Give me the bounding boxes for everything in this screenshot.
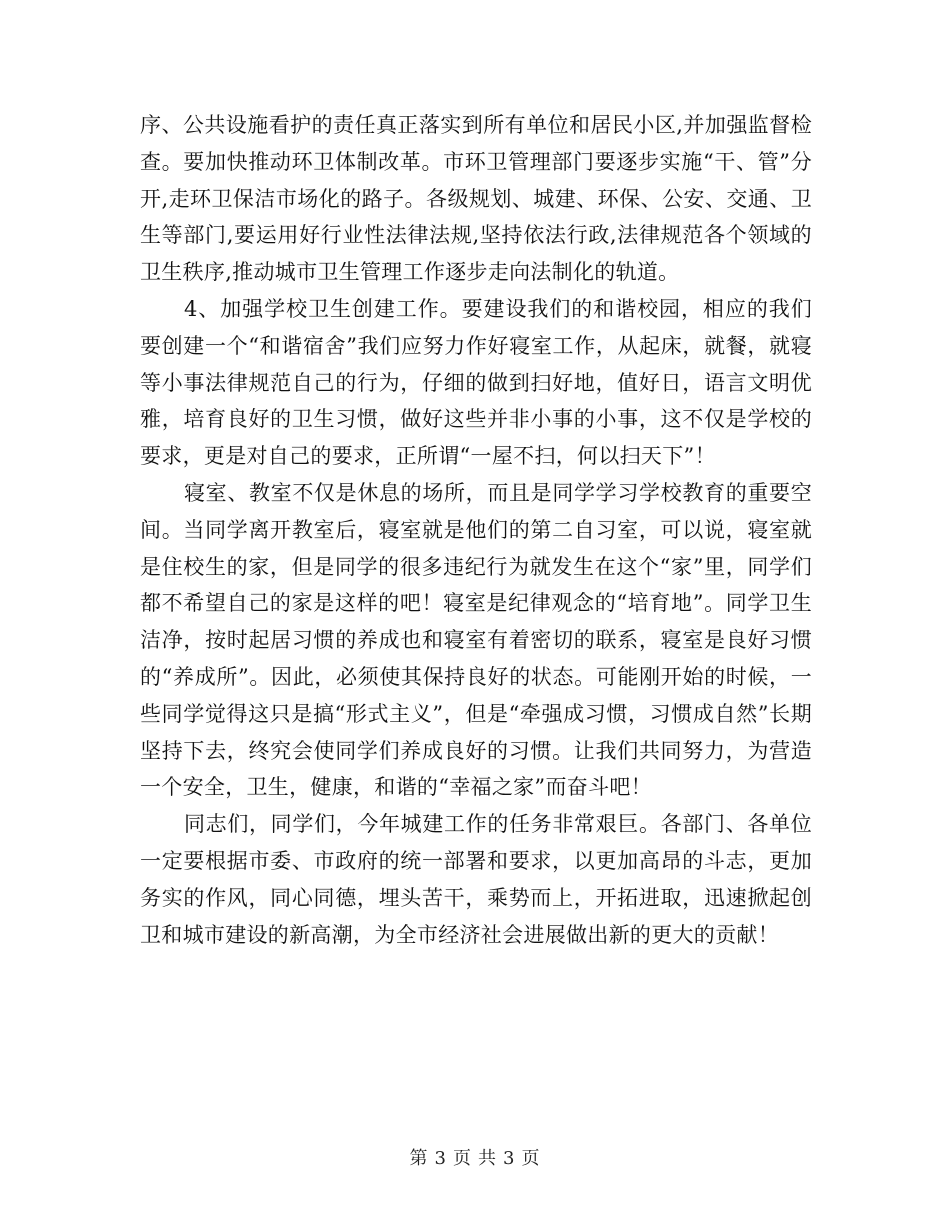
paragraph-1: 序、公共设施看护的责任真正落实到所有单位和居民小区,并加强监督检查。要加快推动环卫体制改革。市环卫管理部门要逐步实施“干、管”分开,走环卫保洁市场化的路子。各级规划、城建、环保、公安、交通、卫生等部门,要运用好行业性法律法规,坚持依法行政,法律规范各个领域的卫生秩序,推动城市卫生管理工作逐步走向法制化的轨道。 — [140, 113, 812, 285]
footer-label-total-unit: 页 — [521, 1148, 541, 1169]
page-footer — [0, 1147, 950, 1171]
paragraph-3: 寝室、教室不仅是休息的场所，而且是同学学习学校教育的重要空间。当同学离开教室后，寝室就是他们的第二自习室，可以说，寝室就是住校生的家，但是同学的很多违纪行为就发生在这个“家”里，同学们都不希望自己的家是这样的吧！寝室是纪律观念的“培育地”。同学卫生洁净，按时起居习惯的养成也和寝室有着密切的联系，寝室是良好习惯的“养成所”。因此，必须使其保持良好的状态。可能刚开始的时候，一些同学觉得这只是搞“形式主义”，但是“牵强成习惯，习惯成自然”长期坚持下去，终究会使同学们养成良好的习惯。让我们共同努力，为营造一个安全，卫生，健康，和谐的“幸福之家”而奋斗吧！ — [140, 480, 812, 800]
footer-label-total: 共 — [478, 1148, 497, 1169]
paragraph-2: 4、加强学校卫生创建工作。要建设我们的和谐校园，相应的我们要创建一个“和谐宿舍”我们应努力作好寝室工作，从起床，就餐，就寝等小事法律规范自己的行为，仔细的做到扫好地，值好日，语言文明优雅，培育良好的卫生习惯，做好这些并非小事的小事，这不仅是学校的要求，更是对自己的要求，正所谓“一屋不扫，何以扫天下”！ — [140, 296, 812, 469]
paragraph-4: 同志们，同学们，今年城建工作的任务非常艰巨。各部门、各单位一定要根据市委、市政府的统一部署和要求，以更加高昂的斗志，更加务实的作风，同心同德，埋头苦干，乘势而上，开拓进取，迅速掀起创卫和城市建设的新高潮，为全市经济社会进展做出新的更大的贡献！ — [140, 812, 812, 947]
footer-label-page-unit: 页 — [453, 1148, 472, 1169]
document-body — [140, 107, 812, 953]
footer-label-page: 第 — [409, 1148, 429, 1169]
footer-current-page: 3 — [434, 1148, 447, 1169]
footer-total-pages: 3 — [503, 1148, 516, 1169]
